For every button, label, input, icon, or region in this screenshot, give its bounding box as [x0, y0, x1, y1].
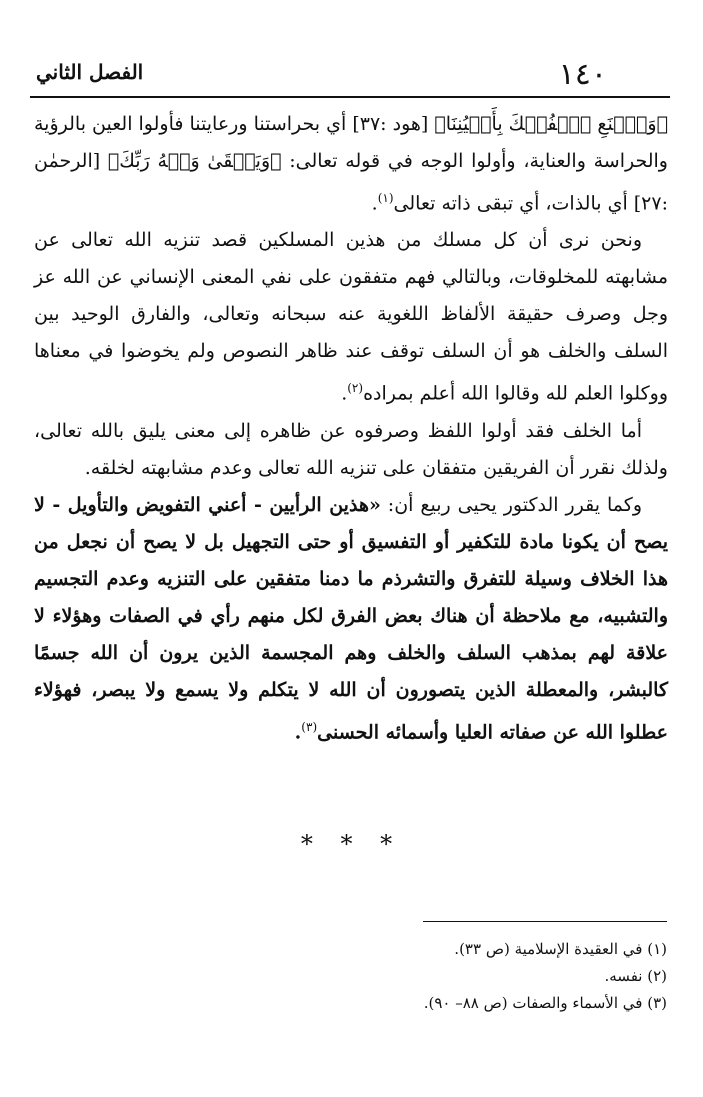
paragraph-4-intro: وكما يقرر الدكتور يحيى ربيع أن: — [380, 493, 642, 516]
paragraph-4: وكما يقرر الدكتور يحيى ربيع أن: «هذين الرأيين - أعني التفويض والتأويل - لا يصح أن يكونا مادة للتكفير أو التفسيق أو حتى التجهيل بل لا يصح أن نجعل من هذا الخلاف وسيلة للتفرق والتشرذم ما دمنا متفقين على التنزيه وعدم التجسيم والتشبيه، مع ملاحظة أن هناك بعض الفرق لكل منهم رأي في الصفات وهؤلاء لا علاقة لهم بمذهب السلف والخلف وهم المجسمة الذين يرون أن الله جسمًا كالبشر، والمعطلة الذين يتصورون أن الله لا يتكلم ولا يسمع ولا يبصر، فهؤلاء عطلوا الله عن صفاته العليا وأسمائه الحسنى$^{(٣)}$. — [34, 493, 668, 743]
main-text — [34, 106, 668, 751]
footnote-ref-3: (٣) — [301, 719, 318, 734]
paragraph-1: ﴿وَٱصۡنَعِ ٱلۡفُلۡكَ بِأَعۡيُنِنَا﴾ [هود :٣٧] أي بحراستنا ورعايتنا فأولوا العين بالرؤية والحراسة والعناية، وأولوا الوجه في قوله تعالى: ﴿وَيَبۡقَىٰ وَجۡهُ رَبِّكَ﴾ [الرحمٰن :٢٧] أي بالذات، أي تبقى ذاته تعالى$^{(١)}$. — [34, 113, 668, 215]
paragraph-1-text: ﴿وَٱصۡنَعِ ٱلۡفُلۡكَ بِأَعۡيُنِنَا﴾ [هود :٣٧] أي بحراستنا ورعايتنا فأولوا العين بالرؤية والحراسة والعناية، وأولوا الوجه في قوله تعالى: ﴿وَيَبۡقَىٰ وَجۡهُ رَبِّكَ﴾ [الرحمٰن :٢٧] أي بالذات، أي تبقى ذاته تعالى — [34, 113, 668, 215]
paragraph-3: أما الخلف فقد أولوا اللفظ وصرفوه عن ظاهره إلى معنى يليق بالله تعالى، ولذلك نقرر أن الفريقين متفقان على تنزيه الله تعالى وعدم مشابهته لخلقه. — [34, 419, 668, 479]
paragraph-2-text: ونحن نرى أن كل مسلك من هذين المسلكين قصد تنزيه الله تعالى عن مشابهته للمخلوقات، وبالتالي فهم متفقون على نفي المعنى الإنساني عن الله عز وجل وصرف حقيقة الألفاظ اللغوية عنه سبحانه وتعالى، والفارق الوحيد بين السلف والخلف هو أن السلف توقف عند ظاهر النصوص ولم يخوضوا في معناها ووكلوا العلم لله وقالوا الله أعلم بمراده — [34, 229, 668, 405]
footnotes — [67, 936, 667, 1017]
chapter-title: الفصل الثاني — [36, 60, 144, 84]
footnote-3: (٣) في الأسماء والصفات (ص ٨٨– ٩٠). — [423, 994, 667, 1012]
footnote-1: (١) في العقيدة الإسلامية (ص ٣٣). — [454, 940, 667, 958]
paragraph-2: ونحن نرى أن كل مسلك من هذين المسلكين قصد تنزيه الله تعالى عن مشابهته للمخلوقات، وبالتالي فهم متفقون على نفي المعنى الإنساني عن الله عز وجل وصرف حقيقة الألفاظ اللغوية عنه سبحانه وتعالى، والفارق الوحيد بين السلف والخلف هو أن السلف توقف عند ظاهر النصوص ولم يخوضوا في معناها ووكلوا العلم لله وقالوا الله أعلم بمراده$^{(٢)}$. — [34, 229, 668, 405]
page-number: ١٤٠ — [558, 57, 607, 92]
section-separator: * * * — [300, 830, 403, 858]
footnote-2: (٢) نفسه. — [604, 967, 667, 985]
footnote-ref-1: (١) — [377, 191, 394, 205]
header-divider — [30, 96, 670, 98]
paragraph-4-quote: «هذين الرأيين - أعني التفويض والتأويل - لا يصح أن يكونا مادة للتكفير أو التفسيق أو حتى التجهيل بل لا يصح أن نجعل من هذا الخلاف وسيلة للتفرق والتشرذم ما دمنا متفقين على التنزيه وعدم التجسيم والتشبيه، مع ملاحظة أن هناك بعض الفرق لكل منهم رأي في الصفات وهؤلاء لا علاقة لهم بمذهب السلف والخلف وهم المجسمة الذين يرون أن الله جسمًا كالبشر، والمعطلة الذين يتصورون أن الله لا يتكلم ولا يسمع ولا يبصر، فهؤلاء عطلوا الله عن صفاته العليا وأسمائه الحسنى — [34, 493, 668, 743]
footnote-divider — [423, 921, 667, 922]
footnote-ref-2: (٢) — [347, 381, 364, 396]
